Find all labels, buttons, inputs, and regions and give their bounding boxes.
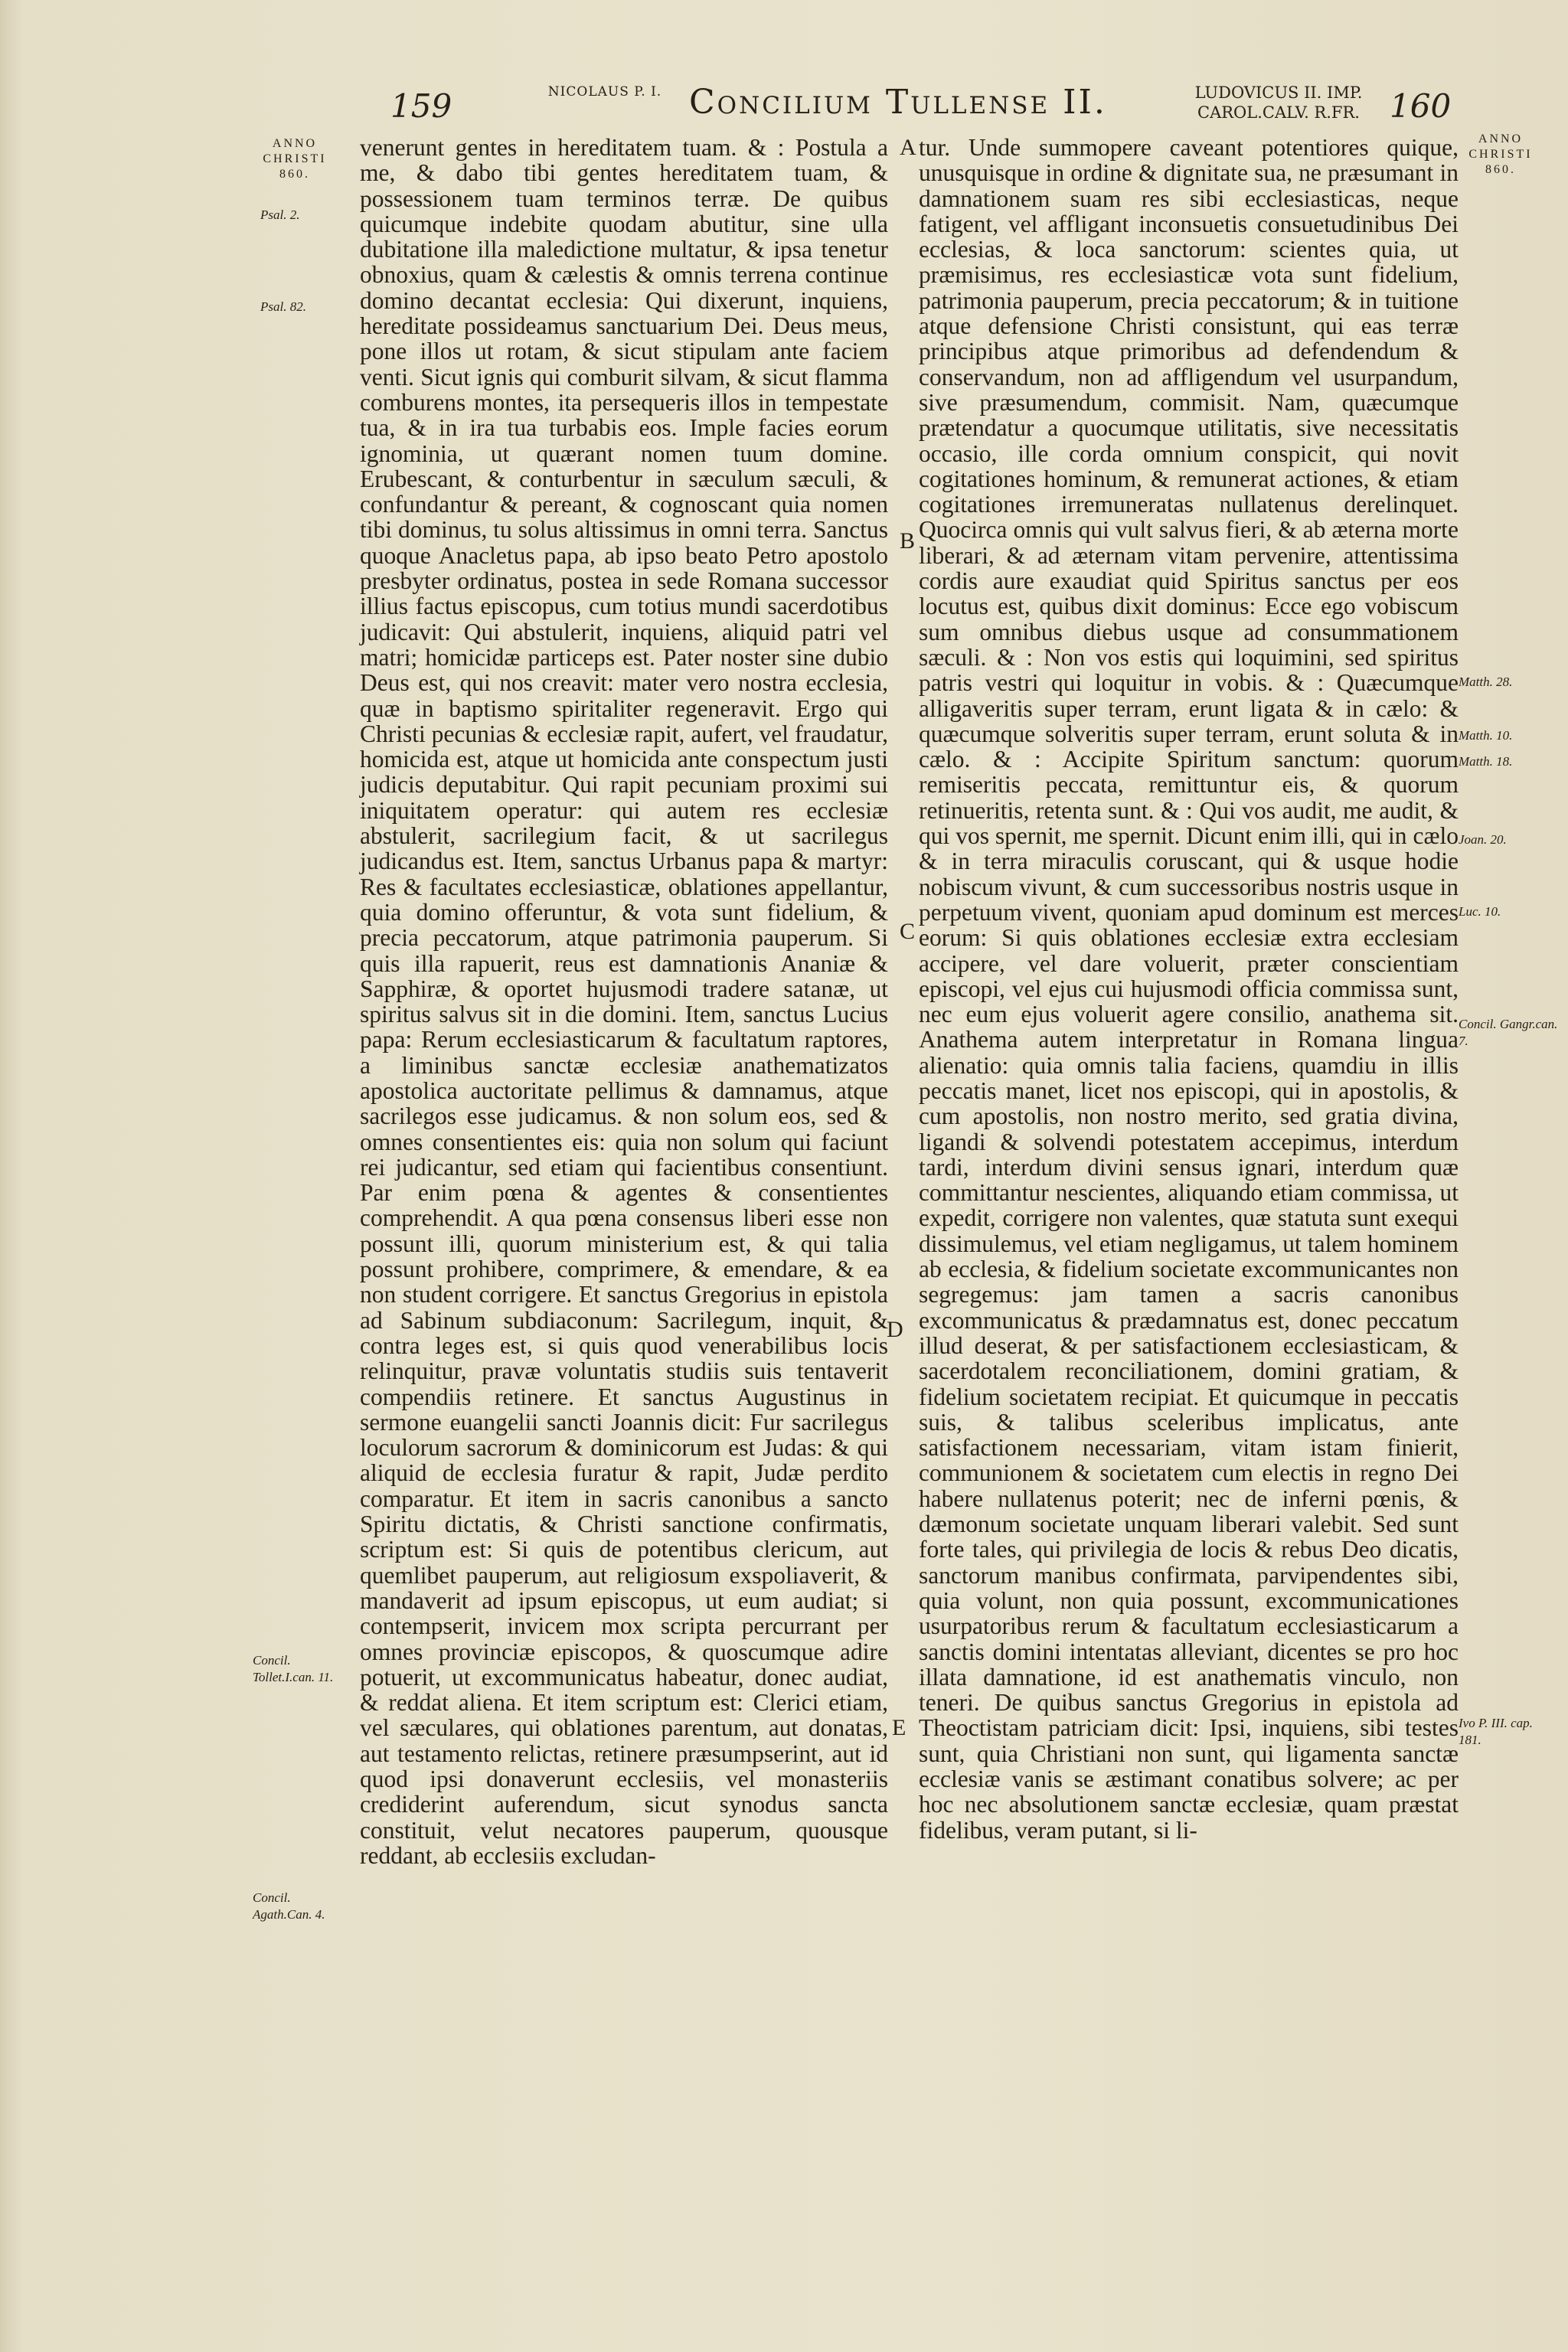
margin-note: Psal. 82. [260, 299, 306, 314]
section-letter-e: E [892, 1715, 906, 1740]
emperor-heading: LUDOVICUS II. IMP. CAROL.CALV. R.FR. [1194, 83, 1363, 122]
section-letter-a: A [900, 135, 916, 160]
margin-note: Concil. Agath.Can. 4. [253, 1890, 325, 1922]
column-text-left: venerunt gentes in hereditatem tuam. & : Postula a me, & dabo tibi gentes hereditatem tuam, & possessionem tuam terminos terræ. De quibus quicumque indebite quodam abutitur, sine ulla dubitatione illa maledictione multatur, & ipsa tenetur obnoxius, quam & cælestis & omnis terrena continue domino decantat ecclesia: Qui dixerunt, inquiens, hereditate possideamus sanctuarium Dei. Deus meus, pone illos ut rotam, & sicut stipulam ante faciem venti. Sicut ignis qui comburit silvam, & sicut flamma comburens montes, ita persequeris illos in tempestate tua, & in ira tua turbabis eos. Imple facies eorum ignominia, ut quærant nomen tuum domine. Erubescant, & conturbentur in sæculum sæculi, & confundantur & pereant, & cognoscant quia nomen tibi dominus, tu solus altissimus in omni terra. Sanctus quoque Anacletus papa, ab ipso beato Petro apostolo presbyter ordinatus, postea in sede Romana successor illius factus episcopus, cum totius mundi sacerdotibus judicavit: Qui abstulerit, inquiens, aliquid patri vel matri; homicidæ particeps est. Pater noster sine dubio Deus est, qui nos creavit: mater vero nostra ecclesia, quæ in baptismo spiritaliter regeneravit. Ergo qui Christi pecunias & ecclesiæ rapit, aufert, vel fraudatur, homicida est, atque ut homicida ante conspectum justi judicis deputabitur. Qui rapit pecuniam proximi sui iniquitatem operatur: qui autem res ecclesiæ abstulerit, sacrilegium facit, & ut sacrilegus judicandus est. Item, sanctus Urbanus papa & martyr: Res & facultates ecclesiasticæ, oblationes appellantur, quia domino offeruntur, & vota sunt fidelium, & precia peccatorum, atque patrimonia pauperum. Si quis illa rapuerit, reus est damnationis Ananiæ & Sapphiræ, & oportet hujusmodi tradere satanæ, ut spiritus salvus sit in die domini. Item, sanctus Lucius papa: Rerum ecclesiasticarum & facultatum raptores, a liminibus sanctæ ecclesiæ anathematizatos apostolica auctoritate pellimus & damnamus, atque sacrilegos esse judicamus. & non solum eos, sed & omnes consentientes eis: quia non solum qui faciunt rei judicantur, sed etiam qui facientibus consentiunt. Par enim pœna & agentes & consentientes comprehendit. A qua pœna consensus liberi esse non possunt illi, quorum ministerium est, & qui talia possunt prohibere, comprimere, & emendare, & ea non student corrigere. Et sanctus Gregorius in epistola ad Sabinum subdiaconum: Sacrilegum, inquit, & contra leges est, si quis quod venerabilibus locis relinquitur, pravæ voluntatis studiis suis tentaverit compendiis retinere. Et sanctus Augustinus in sermone euangelii sancti Joannis dicit: Fur sacrilegus loculorum sacrorum & dominicorum est Judas: & qui aliquid de ecclesia furatur & rapit, Judæ perdito comparatur. Et item in sacris canonibus a sancto Spiritu dictatis, & Christi sanctione confirmatis, scriptum est: Si quis de potentibus clericum, aut quemlibet pauperum, aut religiosum exspoliaverit, & mandaverit ad ipsum episcopus, ut eum audiat; si contempserit, invicem mox scripta percurrant per omnes provinciæ episcopos, & quoscumque adire potuerit, ut excommunicatus habeatur, donec audiat, & reddat aliena. Et item scriptum est: Clerici etiam, vel sæculares, qui oblationes parentum, aut donatas, aut testamento relictas, retinere præsumpserint, aut id quod ipsi donaverunt ecclesiis, vel monasteriis crediderint auferendum, sicut synodus sancta constituit, velut necatores pauperum, quousque reddant, ab ecclesiis excludan- [360, 134, 888, 1869]
running-header [0, 77, 1568, 130]
page-number-left: 159 [390, 87, 452, 125]
margin-note: Ivo P. III. cap. 181. [1459, 1716, 1533, 1747]
section-letter-b: B [900, 528, 916, 554]
margin-note: Luc. 10. [1459, 904, 1501, 919]
margin-note: Matth. 28. [1459, 675, 1513, 689]
pope-heading: NICOLAUS P. I. [547, 84, 662, 100]
page-title: Concilium Tullense II. [689, 83, 1107, 122]
column-text-right: tur. Unde summopere caveant potentiores quique, unusquisque in ordine & dignitate sua, ne præsumant in damnationem suam res sibi ecclesiasticas, neque fatigent, vel affligant inconsuetis consuetudinibus Dei ecclesias, & loca sanctorum: scientes quia, ut præmisimus, res ecclesiasticæ vota sunt fidelium, patrimonia pauperum, precia peccatorum; & in tuitione atque defensione Christi consistunt, qui eas terræ principibus atque primoribus ad defendendum & conservandum, non ad affligendum vel usurpandum, sive præsumendum, commisit. Nam, quæcumque prætendatur a quocumque utilitatis, sive necessitatis occasio, ille corda omnium conspicit, qui novit cogitationes hominum, & remunerat actiones, & etiam cogitationes irremuneratas nullatenus derelinquet. Quocirca omnis qui vult salvus fieri, & ab æterna morte liberari, & ad æternam vitam pervenire, attentissima cordis aure exaudiat quid Spiritus sanctus per eos locutus est, quibus dixit dominus: Ecce ego vobiscum sum omnibus diebus usque ad consummationem sæculi. & : Non vos estis qui loquimini, sed spiritus patris vestri qui loquitur in vobis. & : Quæcumque alligaveritis super terram, erunt ligata & in cælo: & quæcumque solveritis super terram, erunt soluta & in cælo. & : Accipite Spiritum sanctum: quorum remiseritis peccata, remittuntur eis, & quorum retinueritis, retenta sunt. & : Qui vos audit, me audit, & qui vos spernit, me spernit. Dicunt enim illi, qui in cælo & in terra miraculis coruscant, qui & usque hodie nobiscum vivunt, & cum successoribus nostris usque in perpetuum vivent, quoniam apud dominum est merces eorum: Si quis oblationes ecclesiæ extra ecclesiam accipere, vel dare voluerit, præter conscientiam episcopi, vel ejus cui hujusmodi officia commissa sunt, nec eum ejus voluerit agere consilio, anathema sit. Anathema autem interpretatur in Romana lingua alienatio: quia omnis talia faciens, quamdiu in illis peccatis manet, licet nos episcopi, qui in apostolis, & cum apostolis, non nostro merito, sed gratia divina, ligandi & solvendi potestatem accepimus, interdum tardi, interdum divini sensus ignari, interdum quæ committantur nescientes, aliquando etiam commissa, ut expedit, corrigere non valentes, quæ statuta sunt exequi dissimulemus, vel etiam negligamus, ut talem hominem ab ecclesia, & fidelium societate excommunicantes non segregemus: jam tamen a sacris canonibus excommunicatus & prædamnatus est, donec peccatum illud deserat, & per satisfactionem ecclesiasticam, & sacerdotalem reconciliationem, domini gratiam, & fidelium societatem recipiat. Et quicumque in peccatis suis, & talibus sceleribus implicatus, ante satisfactionem necessariam, vitam istam finierit, communionem & societatem cum electis in regno Dei habere nullatenus poterit; nec de inferni pœnis, & dæmonum societate unquam liberari valebit. Sed sunt forte tales, qui privilegia de locis & rebus Deo dicatis, sanctorum manibus confirmata, parvipendentes sibi, quia volunt, non quia possunt, excommunicationes usurpatoribus rerum & facultatum ecclesiasticarum a sanctis domini intentatas alleviant, dicentes se pro hoc illata damnatione, id est anathematis vinculo, non teneri. De quibus sanctus Gregorius in epistola ad Theoctistam patriciam dicit: Ipsi, inquiens, sibi testes sunt, quia Christiani non sunt, qui ligamenta sanctæ ecclesiæ vanis se æstimant conatibus solvere; ac per hoc nec absolutionem sanctæ ecclesiæ, quam præstat fidelibus, veram putant, si li- [919, 134, 1459, 1844]
text-column-left [360, 135, 888, 2102]
margin-note: Concil. Gangr.can. 7. [1459, 1017, 1558, 1048]
text-column-right [919, 135, 1459, 2102]
margin-note: Concil. Tollet.I.can. 11. [253, 1653, 334, 1684]
margin-note: Matth. 18. [1459, 754, 1513, 769]
year-tag-left: ANNO CHRISTI 860. [263, 137, 327, 181]
year-tag-right: ANNO CHRISTI 860. [1468, 132, 1533, 176]
margin-note: Psal. 2. [260, 207, 300, 222]
margin-note: Matth. 10. [1459, 728, 1513, 743]
margin-note: Joan. 20. [1459, 832, 1507, 847]
section-letter-c: C [900, 919, 916, 944]
page-number-right: 160 [1390, 87, 1452, 125]
section-letter-d: D [887, 1317, 903, 1342]
